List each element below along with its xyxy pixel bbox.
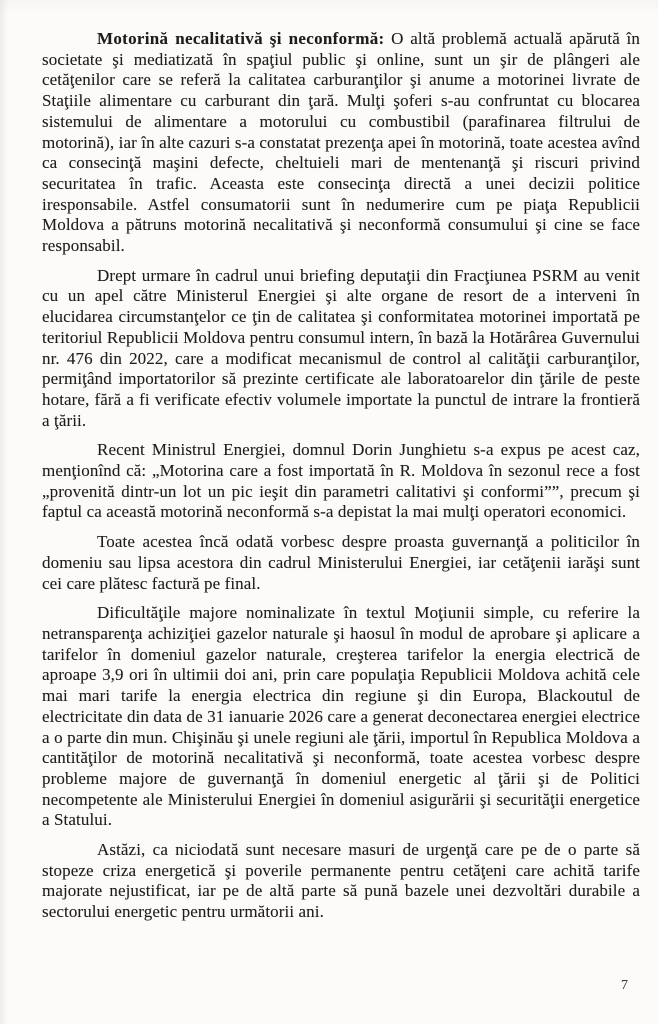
- paragraph-dificultati-motiune: Dificultăţile majore nominalizate în textul Moţiunii simple, cu referire la netransparenţa achiziţiei gazelor naturale şi haosul în modul de aprobare şi aplicare a tarifelor în domeniul gazelor naturale, creşterea tarifelor la energia electrică de aproape 3,9 ori în ultimii doi ani, prin care populaţia Republicii Moldova achită cele mai mari tarife la energia electrica din regiune şi din Europa, Blackoutul de electricitate din data de 31 ianuarie 2026 care a generat deconectarea energiei electrice a o parte din mun. Chişinău şi unele regiuni ale ţării, importul în Republica Moldova a cantităţilor de motorină necalitativă şi neconformă, toate acestea vorbesc despre probleme majore de guvernanţă în domeniul energetic al ţării şi de Politici necompetente ale Ministerului Energiei în domeniul asigurării şi securităţii energetice a Statului.: [42, 603, 640, 830]
- paragraph-briefing-psrm: Drept urmare în cadrul unui briefing deputaţii din Fracţiunea PSRM au venit cu un apel către Ministerul Energiei şi alte organe de resort de a interveni în elucidarea circumstanţelor ce ţin de calitatea şi conformitatea motorinei importată pe teritoriul Republicii Moldova pentru consumul intern, în bază la Hotărârea Guvernului nr. 476 din 2022, care a modificat mecanismul de control al calităţii carburanţilor, permiţând importatorilor să prezinte certificate ale laboratoarelor din ţările de peste hotare, fără a fi verificate efectiv volumele importate la punctul de intrare la frontieră a ţării.: [42, 265, 640, 430]
- paragraph-masuri-urgenta: Astăzi, ca niciodată sunt necesare masuri de urgenţă care pe de o parte să stopeze criza energetică şi poverile permanente pentru cetăţeni care achită tarife majorate nejustificat, iar pe de altă parte să pună bazele unei dezvoltări durabile a sectorului energetic pentru următorii ani.: [42, 840, 640, 922]
- paragraph-ministru-energiei: Recent Ministrul Energiei, domnul Dorin Junghietu s-a expus pe acest caz, menţionînd că: „Motorina care a fost importată în R. Moldova în sezonul rece a fost „provenită dintr-un lot un pic ieşit din parametri calitativi şi conformi””, precum şi faptul ca această motorină neconformă s-a depistat la mai mulţi operatori economici.: [42, 440, 640, 522]
- paragraph-motorina-text: O altă problemă actuală apărută în societate şi mediatizată în spaţiul public şi online, sunt un şir de plângeri ale cetăţenilor care se referă la calitatea carburanţilor şi anume a motorinei livrate de Staţiile alimentare cu carburant din ţară. Mulţi şoferi s-au confruntat cu blocarea sistemului de alimentare a motorului cu combustibil (parafinarea filtrului de motorină), iar în alte cazuri s-a constatat prezenţa apei în motorină, toate acestea avînd ca consecinţă maşini defecte, cheltuieli mari de mentenanţă şi riscuri privind securitatea în trafic. Aceasta este consecinţa directă a unei decizii politice iresponsabile. Astfel consumatorii sunt în nedumerire cum pe piaţa Republicii Moldova a pătruns motorină necalitativă şi neconformă consumului şi cine se face responsabil.: [42, 29, 640, 256]
- paragraph-guvernanta: Toate acestea încă odată vorbesc despre proasta guvernanţă a politicilor în domeniu sau lipsa acestora din cadrul Ministerului Energiei, iar cetăţenii iarăşi sunt cei care plătesc factură pe final.: [42, 532, 640, 593]
- document-content: [42, 29, 640, 923]
- page-number: 7: [621, 978, 628, 993]
- paragraph-motorina: [42, 29, 640, 257]
- paragraph-heading-motorina: Motorină necalitativă şi neconformă:: [97, 29, 385, 48]
